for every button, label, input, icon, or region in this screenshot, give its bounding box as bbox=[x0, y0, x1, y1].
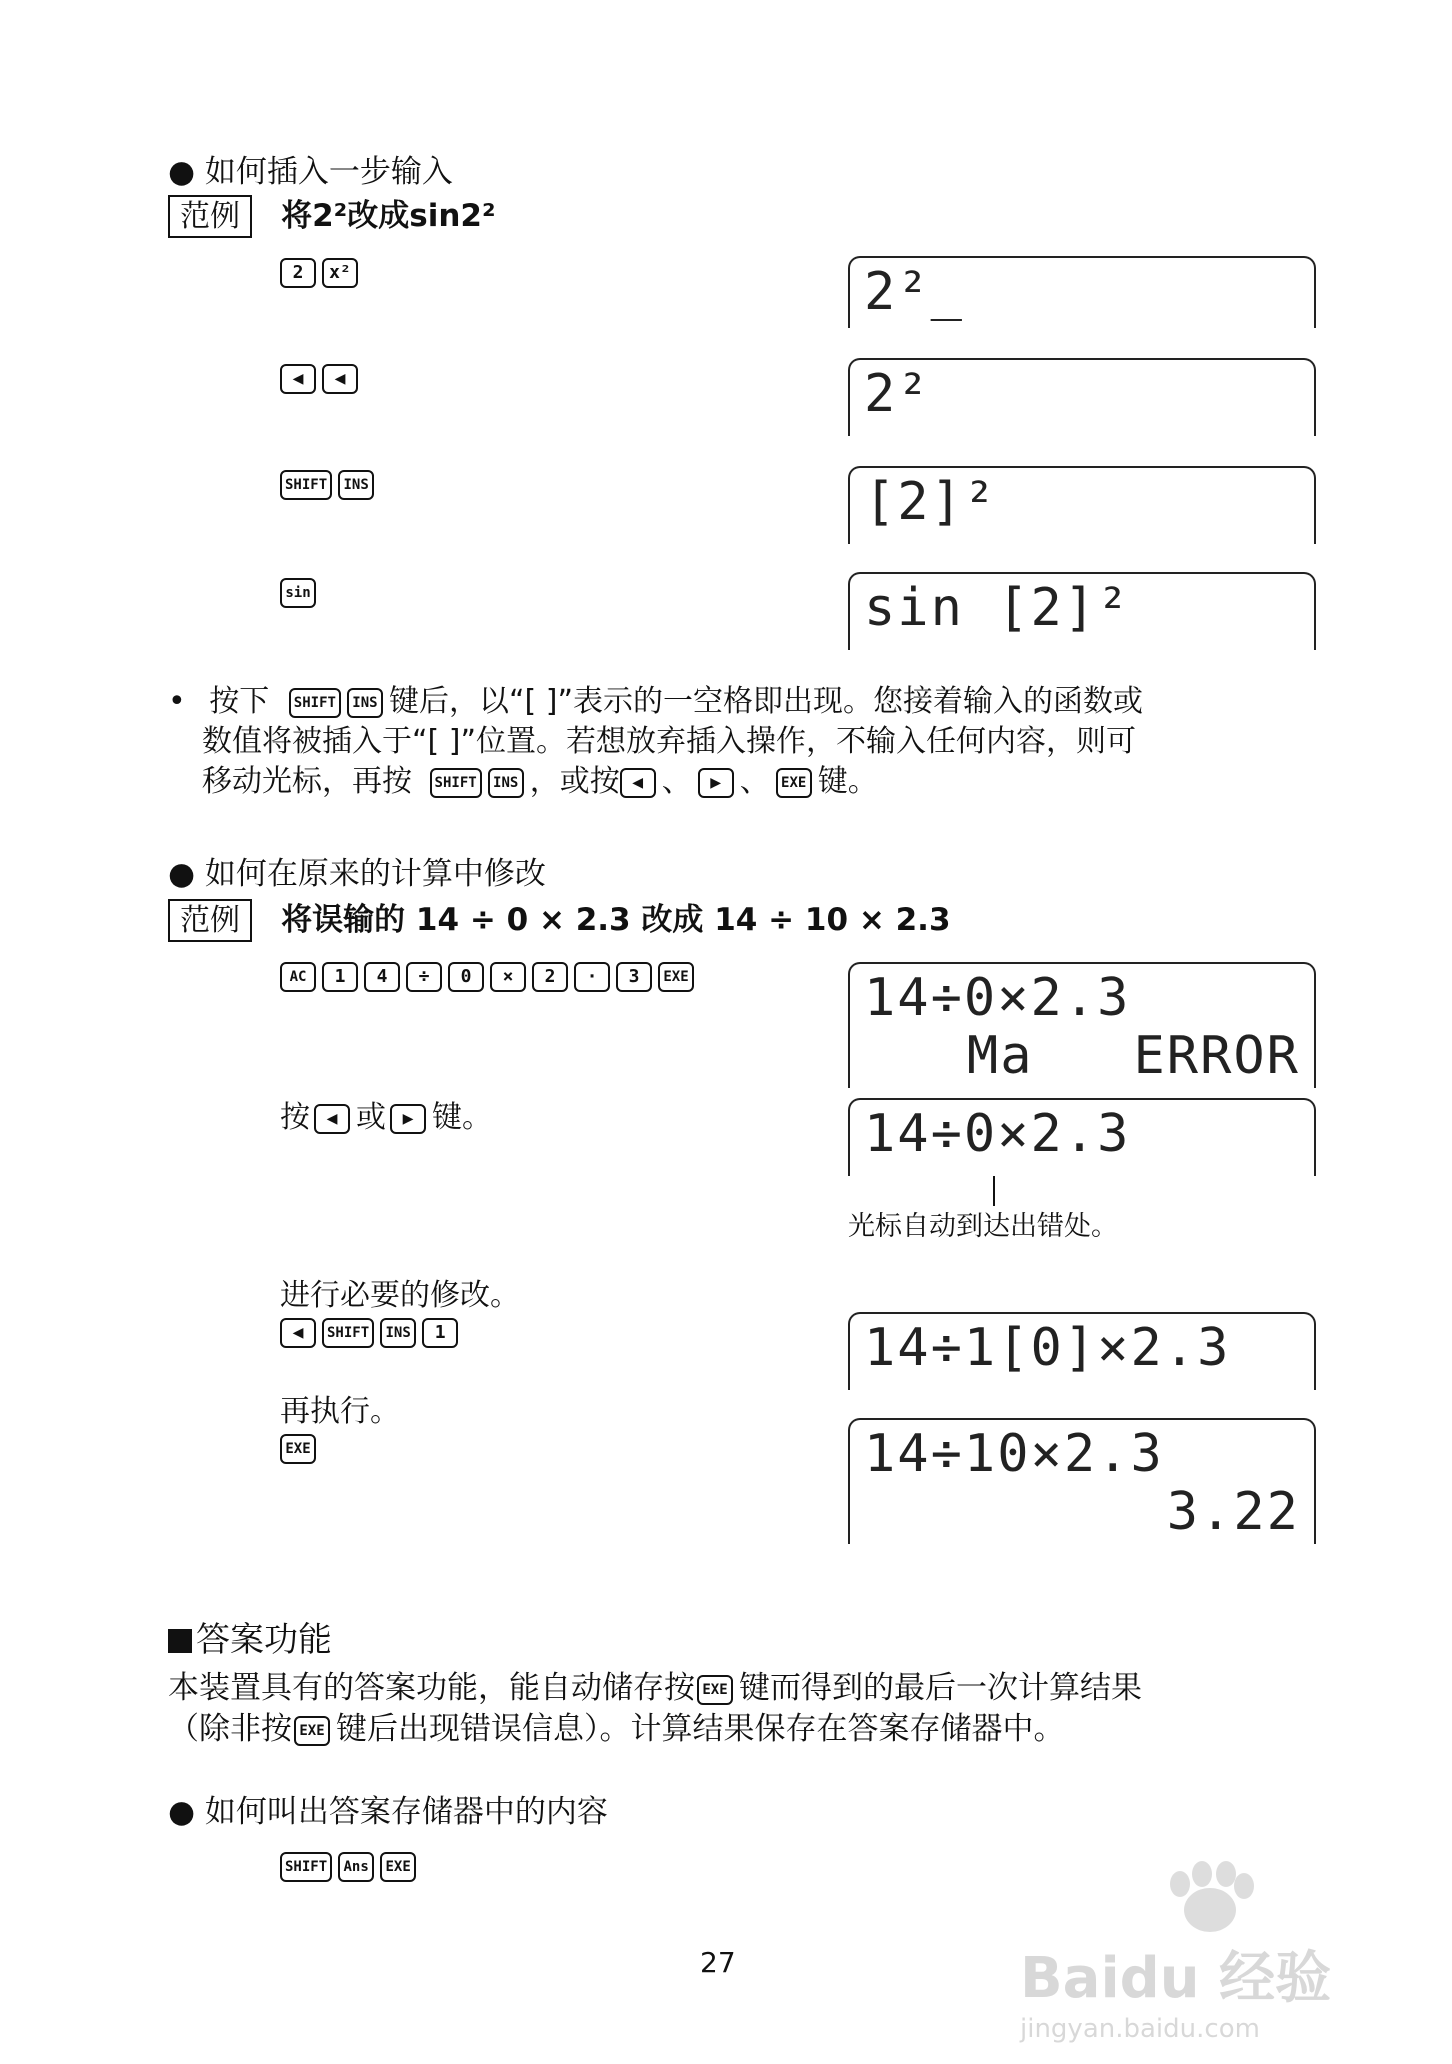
para-text: 本装置具有的答案功能，能自动储存按 bbox=[168, 1670, 695, 1706]
heading-answer bbox=[168, 1612, 332, 1661]
key-0: 0 bbox=[448, 962, 484, 992]
lcd-line-1: 14÷0×2.3 bbox=[864, 968, 1131, 1028]
note-text: 按下 bbox=[209, 684, 270, 719]
note-bullet-dot: • bbox=[168, 684, 186, 719]
step4-text: 再执行。 bbox=[280, 1394, 400, 1429]
key-left: ◀ bbox=[280, 1318, 316, 1348]
step3-text: 进行必要的修改。 bbox=[280, 1278, 520, 1313]
key-3: 3 bbox=[616, 962, 652, 992]
lcd-display-2 bbox=[848, 358, 1316, 436]
step1-keys bbox=[280, 962, 700, 992]
key-4: 4 bbox=[364, 962, 400, 992]
lcd-line: 14÷0×2.3 bbox=[864, 1104, 1131, 1164]
step-keys-3 bbox=[280, 470, 380, 500]
recall-keys bbox=[280, 1852, 422, 1882]
note-text: ，或按 bbox=[529, 764, 620, 799]
lcd-display-8 bbox=[848, 1418, 1316, 1544]
key-right: ▶ bbox=[698, 768, 734, 798]
separator: 、 bbox=[739, 764, 770, 799]
key-exe: EXE bbox=[697, 1675, 733, 1705]
lcd-line: 14÷1[0]×2.3 bbox=[864, 1318, 1231, 1378]
heading-modify bbox=[168, 848, 546, 893]
bullet: ● bbox=[168, 856, 196, 892]
watermark-brand: Baidu 经验 bbox=[1020, 1946, 1332, 2011]
lcd-display-6 bbox=[848, 1098, 1316, 1176]
lcd-line-1: 14÷10×2.3 bbox=[864, 1424, 1164, 1484]
key-shift: SHIFT bbox=[322, 1318, 374, 1348]
key-exe: EXE bbox=[776, 768, 812, 798]
example-text: 将2²改成sin2² bbox=[281, 198, 496, 234]
key-exe: EXE bbox=[294, 1716, 330, 1746]
square-bullet-icon bbox=[168, 1629, 192, 1653]
heading-insert bbox=[168, 146, 453, 191]
key-ins: INS bbox=[380, 1318, 416, 1348]
lcd-line: 2²_ bbox=[864, 262, 964, 322]
note-line-2: 数值将被插入于“[ ]”位置。若想放弃插入操作，不输入任何内容，则可 bbox=[202, 724, 1137, 759]
note-line-3 bbox=[168, 762, 1328, 802]
note-paragraph bbox=[168, 682, 1328, 802]
lcd-display-7 bbox=[848, 1312, 1316, 1390]
key-right: ▶ bbox=[390, 1104, 426, 1134]
key-shift: SHIFT bbox=[280, 470, 332, 500]
key-1: 1 bbox=[322, 962, 358, 992]
key-sin: sin bbox=[280, 578, 316, 608]
example-row-2 bbox=[168, 894, 951, 940]
cursor-caption: 光标自动到达出错处。 bbox=[848, 1211, 1118, 1242]
heading-text: 答案功能 bbox=[196, 1620, 332, 1660]
example-label: 范例 bbox=[168, 899, 252, 942]
step-keys-1 bbox=[280, 258, 364, 288]
answer-line-2 bbox=[168, 1709, 1328, 1750]
key-exe: EXE bbox=[380, 1852, 416, 1882]
key-2: 2 bbox=[532, 962, 568, 992]
key-x-squared: x² bbox=[322, 258, 358, 288]
note-text: 键后，以“[ ]”表示的一空格即出现。您接着输入的函数或 bbox=[388, 684, 1143, 719]
key-ans: Ans bbox=[338, 1852, 374, 1882]
key-1: 1 bbox=[422, 1318, 458, 1348]
key-dot: · bbox=[574, 962, 610, 992]
step-text: 按 bbox=[280, 1100, 310, 1135]
bullet: ● bbox=[168, 154, 196, 190]
note-text: 键。 bbox=[817, 764, 878, 799]
lcd-line: sin [2]² bbox=[864, 578, 1131, 638]
lcd-line: [2]² bbox=[864, 472, 998, 532]
para-text: 键而得到的最后一次计算结果 bbox=[739, 1670, 1142, 1706]
lcd-line-2: 3.22 bbox=[1166, 1482, 1300, 1542]
example-label: 范例 bbox=[168, 195, 252, 238]
heading-recall bbox=[168, 1786, 608, 1831]
page-number: 27 bbox=[700, 1946, 736, 1979]
answer-paragraph bbox=[168, 1668, 1328, 1750]
key-left: ◀ bbox=[314, 1104, 350, 1134]
step3-keys bbox=[280, 1318, 464, 1348]
key-multiply: × bbox=[490, 962, 526, 992]
step-keys-2 bbox=[280, 364, 364, 394]
para-text: （除非按 bbox=[168, 1711, 292, 1747]
key-ins: INS bbox=[488, 768, 524, 798]
para-text: 键后出现错误信息）。计算结果保存在答案存储器中。 bbox=[336, 1711, 1065, 1747]
key-shift: SHIFT bbox=[430, 768, 482, 798]
answer-line-1 bbox=[168, 1668, 1328, 1709]
note-text: 移动光标，再按 bbox=[202, 764, 412, 799]
lcd-display-5 bbox=[848, 962, 1316, 1088]
cursor-pointer-line bbox=[993, 1176, 995, 1206]
separator: 、 bbox=[661, 764, 692, 799]
step2-text bbox=[280, 1098, 492, 1138]
key-exe: EXE bbox=[280, 1434, 316, 1464]
bullet: ● bbox=[168, 1794, 196, 1830]
heading-text: 如何叫出答案存储器中的内容 bbox=[204, 1794, 608, 1830]
lcd-display-4 bbox=[848, 572, 1316, 650]
paw-icon bbox=[1020, 1860, 1400, 1940]
step-keys-4 bbox=[280, 578, 322, 608]
heading-text: 如何插入一步输入 bbox=[204, 154, 453, 190]
key-shift: SHIFT bbox=[280, 1852, 332, 1882]
key-ins: INS bbox=[338, 470, 374, 500]
step-text: 或 bbox=[356, 1100, 386, 1135]
key-shift: SHIFT bbox=[289, 688, 341, 718]
lcd-line-2: Ma ERROR bbox=[966, 1026, 1300, 1086]
key-ins: INS bbox=[347, 688, 383, 718]
key-left: ◀ bbox=[620, 768, 656, 798]
key-left: ◀ bbox=[280, 364, 316, 394]
baidu-watermark bbox=[1020, 1860, 1400, 2050]
key-divide: ÷ bbox=[406, 962, 442, 992]
step-text: 键。 bbox=[432, 1100, 492, 1135]
note-line-1 bbox=[168, 682, 1328, 722]
heading-text: 如何在原来的计算中修改 bbox=[204, 856, 546, 892]
lcd-display-3 bbox=[848, 466, 1316, 544]
lcd-line: 2² bbox=[864, 364, 931, 424]
step4-keys bbox=[280, 1434, 322, 1464]
example-row-1 bbox=[168, 190, 496, 236]
key-exe: EXE bbox=[658, 962, 694, 992]
lcd-display-1 bbox=[848, 256, 1316, 328]
key-ac: AC bbox=[280, 962, 316, 992]
key-2: 2 bbox=[280, 258, 316, 288]
example-text: 将误输的 14 ÷ 0 × 2.3 改成 14 ÷ 10 × 2.3 bbox=[281, 902, 951, 938]
key-left: ◀ bbox=[322, 364, 358, 394]
watermark-url: jingyan.baidu.com bbox=[1020, 2014, 1260, 2044]
